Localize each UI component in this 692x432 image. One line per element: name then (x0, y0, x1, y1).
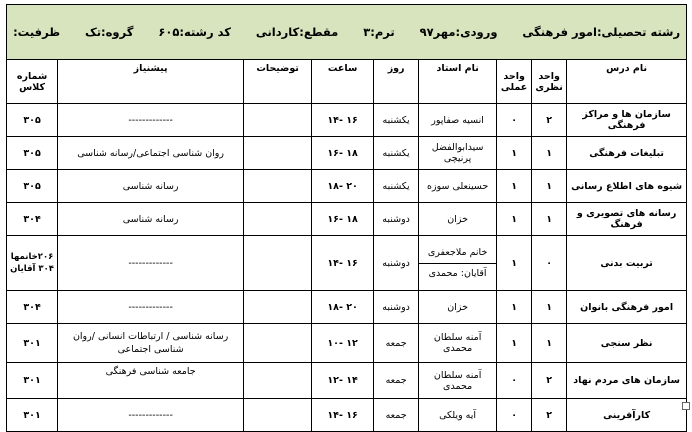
practical-units: ۱ (497, 170, 532, 203)
theory-units: ۱ (532, 170, 567, 203)
class-time: ۱۲ -۱۰ (312, 324, 374, 363)
prereq-cell: روان شناسی اجتماعی/رسانه شناسی (58, 137, 244, 170)
practical-units: ۱ (497, 324, 532, 363)
room-number-women: ۲۰۶خانمها (10, 252, 54, 262)
header-theory-units: واحد نظری (532, 60, 567, 104)
class-time: ۱۶ -۱۴ (312, 236, 374, 291)
capacity-label: ظرفیت: (13, 25, 61, 39)
class-time: ۱۴ -۱۲ (312, 363, 374, 399)
class-day: جمعه (374, 363, 419, 399)
class-time: ۲۰ -۱۸ (312, 170, 374, 203)
teacher-name: آیه ویلکی (419, 399, 497, 432)
teacher-name-men: آقایان: محمدی (428, 267, 487, 279)
prereq-cell: جامعه شناسی فرهنگی (58, 363, 244, 399)
theory-units: ۱ (532, 203, 567, 236)
course-name: رسانه های تصویری و فرهنگ (567, 203, 687, 236)
class-time: ۲۰ -۱۸ (312, 291, 374, 324)
room-number: ۳۰۵ (7, 170, 58, 203)
teacher-name-women: خانم ملاجعفری (419, 243, 496, 264)
class-day: یکشنبه (374, 104, 419, 137)
practical-units: ۰ (497, 363, 532, 399)
prereq-cell: ------------- (58, 236, 244, 291)
course-name: نظر سنجی (567, 324, 687, 363)
practical-units: ۰ (497, 104, 532, 137)
entry-label: ورودی:مهر۹۷ (419, 25, 498, 39)
practical-units: ۱ (497, 236, 532, 291)
teacher-name: آمنه سلطان محمدی (419, 363, 497, 399)
level-label: مقطع:کاردانی (255, 25, 339, 39)
course-name: امور فرهنگی بانوان (567, 291, 687, 324)
class-day: دوشنبه (374, 291, 419, 324)
resize-handle[interactable] (682, 402, 690, 410)
course-name: کارآفرینی (567, 399, 687, 432)
header-notes: توضیحات (244, 60, 312, 104)
theory-units: ۱ (532, 291, 567, 324)
header-prereq: پیشنیاز (58, 60, 244, 104)
table-row (7, 137, 687, 170)
course-name: سازمان ها و مراکز فرهنگی (567, 104, 687, 137)
theory-units: ۱ (532, 324, 567, 363)
prereq-cell: ------------- (58, 399, 244, 432)
table-row (7, 363, 687, 399)
notes-cell (244, 137, 312, 170)
room-number: ۳۰۵ (7, 137, 58, 170)
teacher-name: انسیه صفاپور (419, 104, 497, 137)
class-day: دوشنبه (374, 203, 419, 236)
teacher-name: سیدابوالفضل پرنیچی (419, 137, 497, 170)
teacher-name: خزان (419, 291, 497, 324)
table-row (7, 291, 687, 324)
teacher-name: حسینعلی سوزه (419, 170, 497, 203)
class-day: دوشنبه (374, 236, 419, 291)
notes-cell (244, 399, 312, 432)
room-cell (7, 236, 58, 291)
schedule-table (6, 4, 687, 432)
class-time: ۱۶ -۱۴ (312, 104, 374, 137)
code-label: کد رشته:۶۰۵ (158, 25, 231, 39)
notes-cell (244, 170, 312, 203)
theory-units: ۰ (532, 236, 567, 291)
notes-cell (244, 104, 312, 137)
group-label: گروه:تک (84, 25, 134, 39)
notes-cell (244, 291, 312, 324)
header-practical-units: واحد عملی (497, 60, 532, 104)
room-number: ۳۰۴ (7, 291, 58, 324)
table-row (7, 324, 687, 363)
practical-units: ۱ (497, 137, 532, 170)
notes-cell (244, 363, 312, 399)
title-row (7, 5, 687, 60)
teacher-name: خزان (419, 203, 497, 236)
prereq-cell: رسانه شناسی / ارتباطات انسانی /روان شناسی اجتماعی (58, 324, 244, 363)
header-course: نام درس (567, 60, 687, 104)
term-label: ترم:۳ (363, 25, 395, 39)
class-day: جمعه (374, 324, 419, 363)
header-row (7, 60, 687, 104)
field-label: رشته تحصیلی:امور فرهنگی (522, 25, 681, 39)
notes-cell (244, 236, 312, 291)
class-time: ۱۸ -۱۶ (312, 137, 374, 170)
theory-units: ۱ (532, 137, 567, 170)
header-day: روز (374, 60, 419, 104)
room-number: ۳۰۱ (7, 363, 58, 399)
table-row (7, 203, 687, 236)
prereq-cell: رسانه شناسی (58, 170, 244, 203)
course-name: تبلیغات فرهنگی (567, 137, 687, 170)
header-teacher: نام استاد (419, 60, 497, 104)
course-name: تربیت بدنی (567, 236, 687, 291)
title-cell (7, 5, 687, 60)
room-number: ۳۰۴ (7, 203, 58, 236)
practical-units: ۰ (497, 399, 532, 432)
room-number: ۳۰۱ (7, 324, 58, 363)
notes-cell (244, 203, 312, 236)
prereq-cell: ------------- (58, 104, 244, 137)
teacher-cell (419, 236, 497, 291)
prereq-cell: ------------- (58, 291, 244, 324)
table-row (7, 170, 687, 203)
table-row (7, 399, 687, 432)
theory-units: ۲ (532, 363, 567, 399)
header-time: ساعت (312, 60, 374, 104)
table-row (7, 104, 687, 137)
course-name: سازمان های مردم نهاد (567, 363, 687, 399)
room-number: ۳۰۱ (7, 399, 58, 432)
class-day: جمعه (374, 399, 419, 432)
theory-units: ۲ (532, 399, 567, 432)
notes-cell (244, 324, 312, 363)
table-row (7, 236, 687, 291)
class-day: یکشنبه (374, 170, 419, 203)
practical-units: ۱ (497, 291, 532, 324)
teacher-name: آمنه سلطان محمدی (419, 324, 497, 363)
course-name: شیوه های اطلاع رسانی (567, 170, 687, 203)
prereq-cell: رسانه شناسی (58, 203, 244, 236)
class-time: ۱۸ -۱۶ (312, 203, 374, 236)
practical-units: ۱ (497, 203, 532, 236)
class-time: ۱۶ -۱۴ (312, 399, 374, 432)
header-room: شماره کلاس (7, 60, 58, 104)
room-number-men: ۳۰۴ آقایان (10, 264, 54, 274)
class-day: یکشنبه (374, 137, 419, 170)
room-number: ۳۰۵ (7, 104, 58, 137)
theory-units: ۲ (532, 104, 567, 137)
